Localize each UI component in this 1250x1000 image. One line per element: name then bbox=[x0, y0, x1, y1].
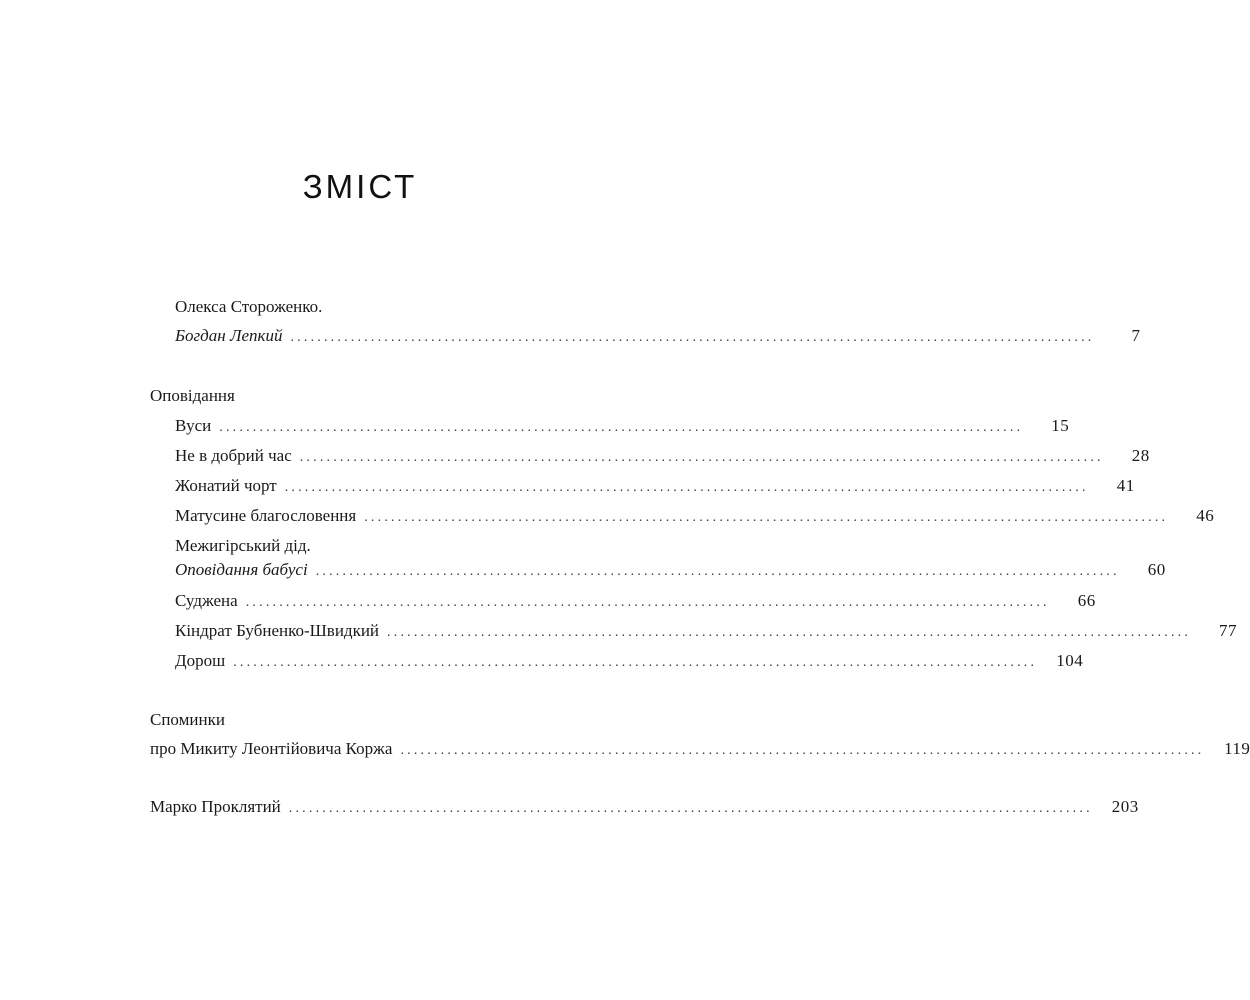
toc-entry-label: Богдан Лепкий bbox=[175, 326, 283, 345]
toc-entry-label: Кіндрат Бубненко-Швидкий bbox=[175, 621, 380, 640]
toc-page-number: 104 bbox=[1056, 651, 1084, 670]
toc-entry[interactable] bbox=[175, 589, 1096, 613]
toc-entry-label: Оповідання бабусі bbox=[175, 560, 308, 579]
section-heading-memoirs: Споминки bbox=[150, 710, 225, 729]
dot-leader: ........................................................................................................................ bbox=[364, 510, 1169, 525]
dot-leader: ........................................................................................................................ bbox=[299, 450, 1104, 465]
preface-author-line: Олекса Стороженко. bbox=[175, 297, 323, 316]
toc-entry[interactable] bbox=[175, 414, 1070, 438]
toc-page-number: 7 bbox=[1131, 326, 1141, 345]
toc-entry-label: Жонатий чорт bbox=[175, 476, 277, 495]
dot-leader: ........................................................................................................................ bbox=[290, 330, 1095, 345]
dot-leader: ........................................................................................................................ bbox=[288, 801, 1093, 816]
toc-entry-label: Вуси bbox=[175, 416, 212, 435]
dot-leader: ........................................................................................................................ bbox=[233, 655, 1038, 670]
toc-page-number: 41 bbox=[1116, 476, 1135, 495]
toc-entry-label: про Микиту Леонтійовича Коржа bbox=[150, 739, 393, 758]
toc-page-number: 77 bbox=[1219, 621, 1238, 640]
toc-entry-label: Матусине благословення bbox=[175, 506, 357, 525]
dot-leader: ........................................................................................................................ bbox=[315, 564, 1120, 579]
section-heading-stories: Оповідання bbox=[150, 386, 235, 405]
toc-page-number: 203 bbox=[1111, 797, 1139, 816]
toc-entry[interactable] bbox=[175, 504, 1215, 528]
dot-leader: ........................................................................................................................ bbox=[400, 743, 1205, 758]
dot-leader: ........................................................................................................................ bbox=[219, 420, 1024, 435]
toc-entry-label: Дорош bbox=[175, 651, 226, 670]
toc-entry-title-line: Межигірський дід. bbox=[175, 536, 311, 555]
toc-entry-preface[interactable] bbox=[175, 324, 1141, 348]
toc-page-number: 119 bbox=[1224, 739, 1250, 758]
toc-entry-label: Не в добрий час bbox=[175, 446, 292, 465]
dot-leader: ........................................................................................................................ bbox=[245, 595, 1050, 610]
toc-entry-memoirs[interactable] bbox=[150, 737, 1250, 761]
dot-leader: ........................................................................................................................ bbox=[387, 625, 1192, 640]
toc-entry[interactable] bbox=[175, 619, 1238, 643]
toc-page-number: 60 bbox=[1147, 560, 1166, 579]
toc-entry[interactable] bbox=[175, 649, 1084, 673]
toc-entry-marko[interactable] bbox=[150, 795, 1139, 819]
toc-entry[interactable] bbox=[175, 558, 1166, 582]
toc-page-number: 15 bbox=[1051, 416, 1070, 435]
toc-entry[interactable] bbox=[175, 444, 1150, 468]
toc-entry-label: Суджена bbox=[175, 591, 238, 610]
page-title: ЗМІСТ bbox=[302, 168, 418, 205]
toc-entry[interactable] bbox=[175, 474, 1135, 498]
dot-leader: ........................................................................................................................ bbox=[284, 480, 1089, 495]
toc-entry-label: Марко Проклятий bbox=[150, 797, 281, 816]
toc-page-number: 46 bbox=[1196, 506, 1215, 525]
toc-page-number: 28 bbox=[1131, 446, 1150, 465]
toc-page-number: 66 bbox=[1077, 591, 1096, 610]
